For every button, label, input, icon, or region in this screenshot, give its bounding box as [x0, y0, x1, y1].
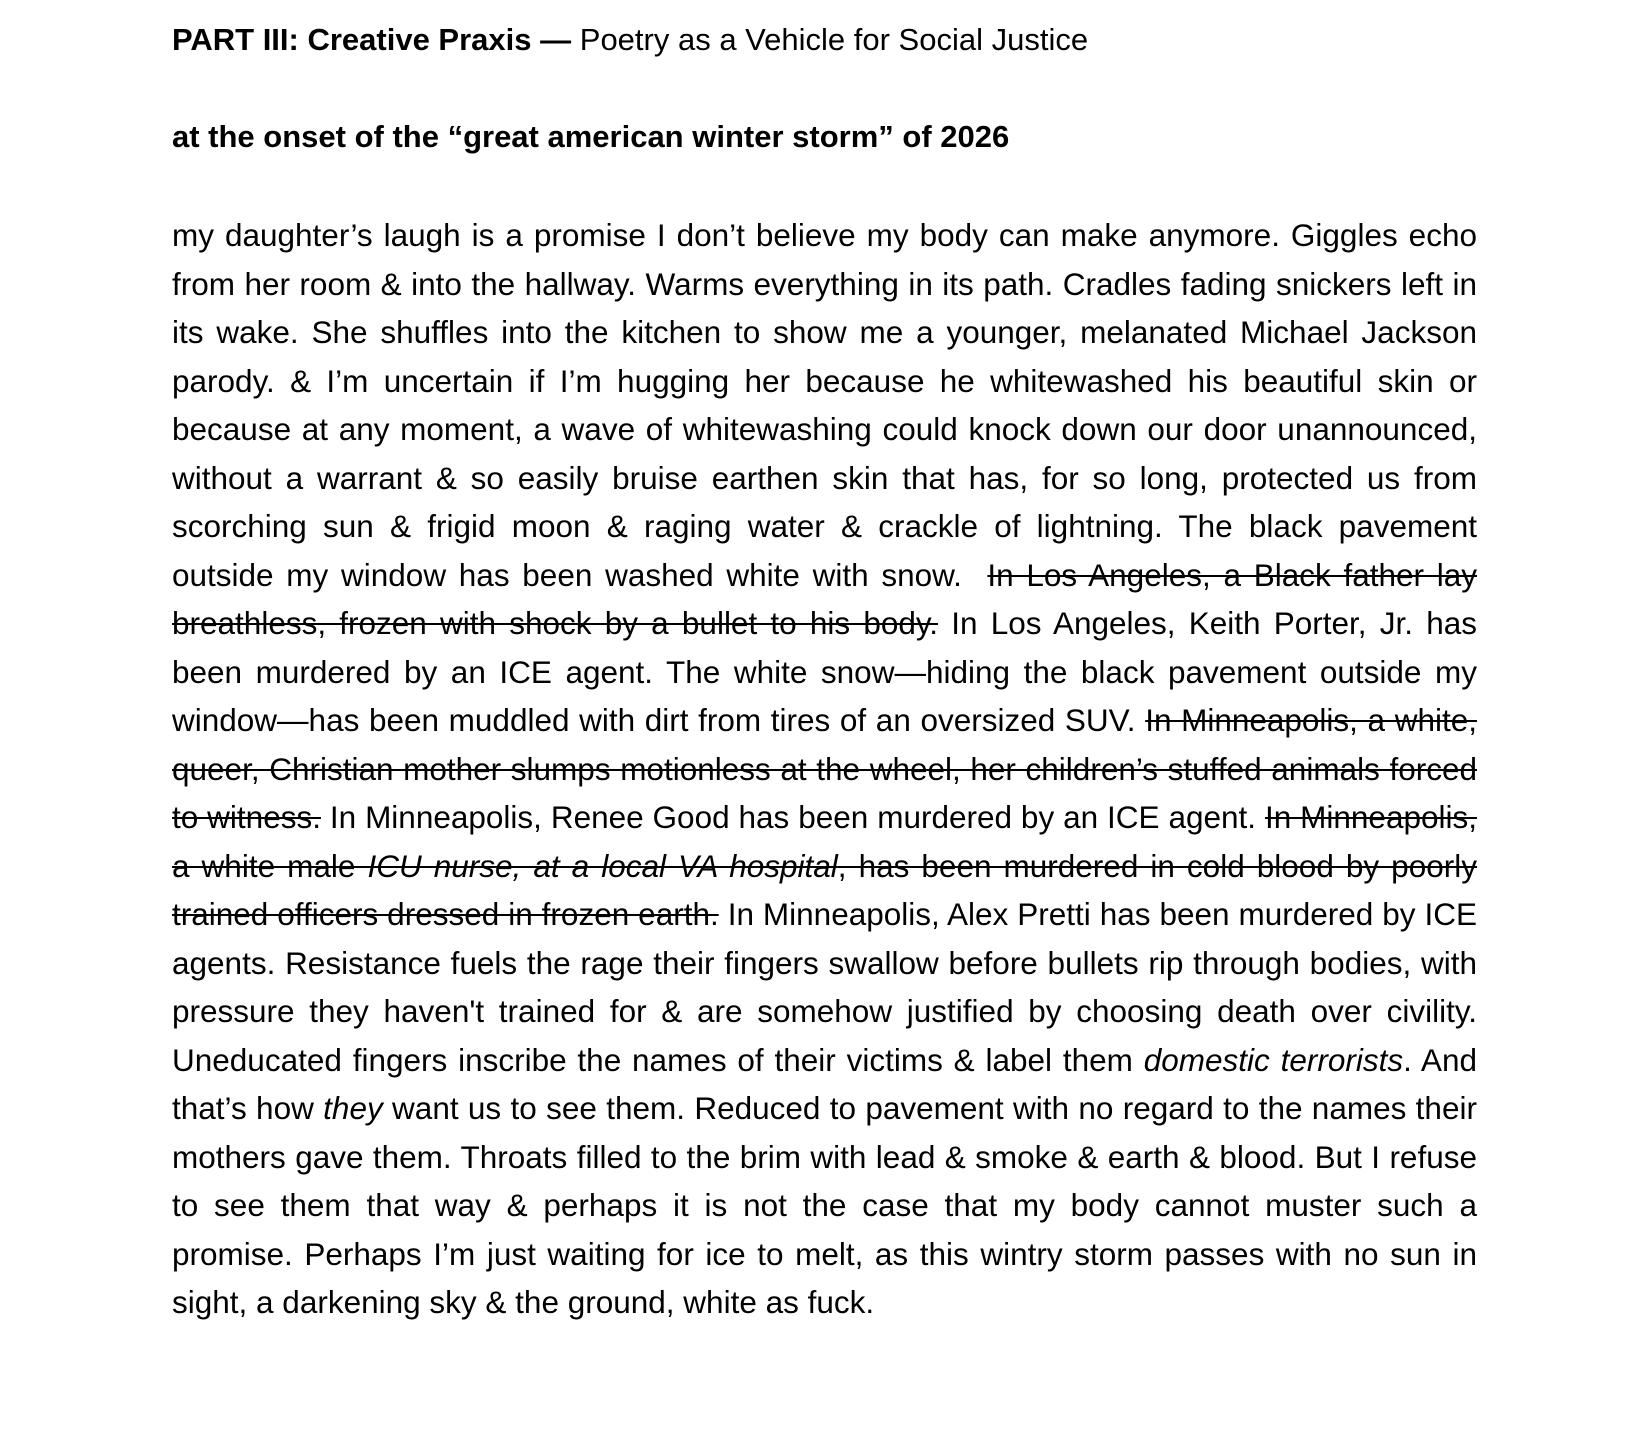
struck-text-nurse-italic: ICU nurse, at a local VA hospital: [367, 847, 838, 884]
poem-text-alex-pretti: In Minneapolis, Alex Pretti has been murdered by ICE agents. Resistance fuels the rage their fingers swallow before bullets rip through bodies, with pressure they haven't trained for & are somehow justified by choosing death over civility. Uneducated fingers inscribe the names of their victims & label them: [172, 896, 1477, 1078]
poem-text-keith-porter: In Los Angeles, Keith Porter, Jr. has been murdered by an ICE agent. The white snow—hiding the black pavement outside my window—has been muddled with dirt from tires of an oversized SUV.: [172, 605, 1477, 738]
poem-title: at the onset of the “great american winter storm” of 2026: [172, 119, 1010, 154]
struck-text-los-angeles: In Los Angeles, a Black father lay breathless, frozen with shock by a bullet to his body.: [172, 556, 1477, 641]
poem-text-renee-good: In Minneapolis, Renee Good has been murdered by an ICE agent.: [329, 799, 1257, 835]
heading-dash: —: [540, 22, 572, 57]
poem-text-closing: want us to see them. Reduced to pavement with no regard to the names their mothers gave them. Throats filled to the brim with lead & smoke & earth & blood. But I refuse to see them that way & perhaps it is not the case that my body cannot muster such a promise. Perhaps I’m just waiting for ice to melt, as this wintry storm passes with no sun in sight, a darkening sky & the ground, white as fuck.: [172, 1090, 1477, 1320]
section-subtitle: Poetry as a Vehicle for Social Justice: [579, 22, 1089, 57]
struck-text-nurse-tail: , has been murdered in cold blood by poorly trained officers dressed in frozen earth.: [172, 847, 1477, 932]
emphasis-they: they: [323, 1090, 383, 1126]
document-page: [172, 18, 1477, 1327]
poem-text-thats-how: . And that’s how: [172, 1041, 1477, 1126]
emphasis-domestic-terrorists: domestic terrorists: [1143, 1041, 1404, 1078]
struck-text-minneapolis-mother: In Minneapolis, a white, queer, Christian mother slumps motionless at the wheel, her children’s stuffed animals forced to witness.: [172, 702, 1477, 835]
section-heading: [172, 18, 1477, 62]
struck-text-nurse-lead: In Minneapolis, a white male: [172, 799, 1477, 884]
part-label: PART III: Creative Praxis: [172, 22, 532, 57]
poem-text-opening: my daughter’s laugh is a promise I don’t believe my body can make anymore. Giggles echo from her room & into the hallway. Warms everything in its path. Cradles fading snickers left in its wake. She shuffles into the kitchen to show me a younger, melanated Michael Jackson parody. & I’m uncertain if I’m hugging her because he whitewashed his beautiful skin or because at any moment, a wave of whitewashing could knock down our door unannounced, without a warrant & so easily bruise earthen skin that has, for so long, protected us from scorching sun & frigid moon & raging water & crackle of lightning. The black pavement outside my window has been washed white with snow.: [172, 217, 1477, 593]
poem-body: [172, 211, 1477, 1327]
